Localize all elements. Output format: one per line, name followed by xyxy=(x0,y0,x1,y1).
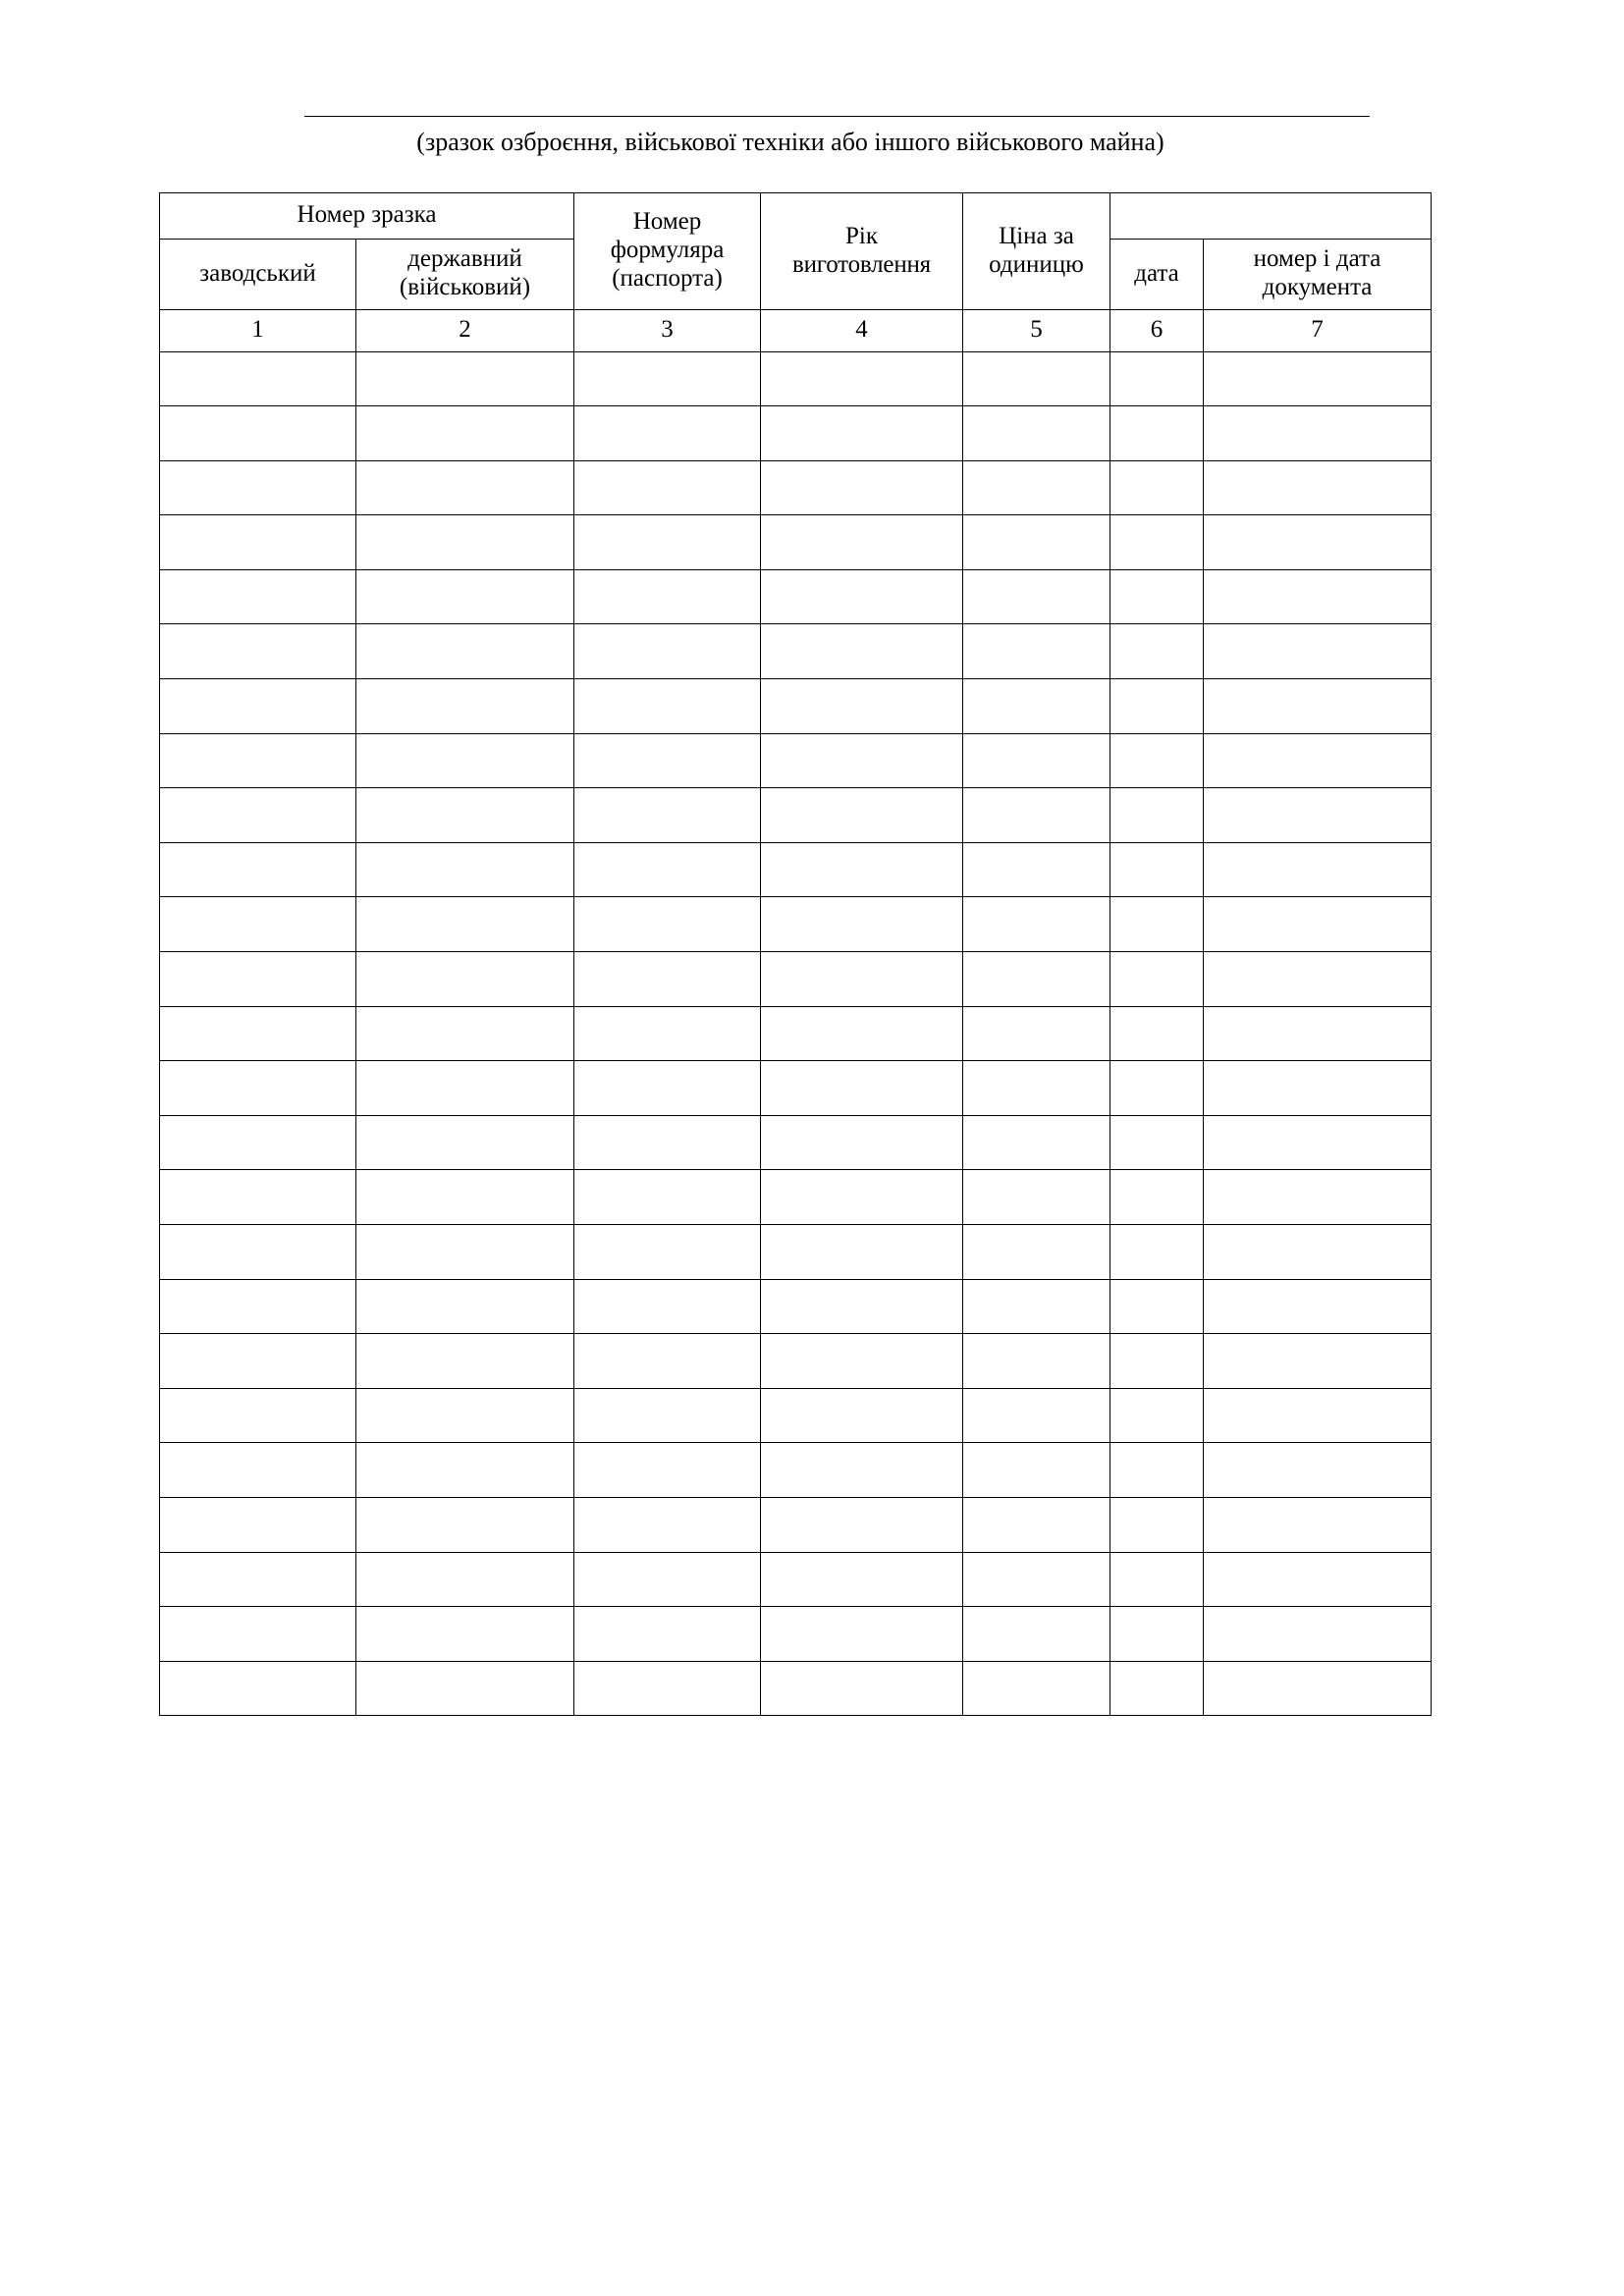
table-cell-col5[interactable] xyxy=(963,1607,1110,1662)
table-row xyxy=(160,351,1432,406)
table-cell-col5[interactable] xyxy=(963,515,1110,570)
header-form-number-line3: (паспорта) xyxy=(612,264,723,292)
table-cell-col4[interactable] xyxy=(761,1225,963,1280)
table-cell-col4[interactable] xyxy=(761,351,963,406)
document-caption: (зразок озброєння, військової техніки або іншого військового майна) xyxy=(416,128,1164,156)
table-cell-col5[interactable] xyxy=(963,624,1110,679)
table-cell-col4[interactable] xyxy=(761,1443,963,1498)
table-cell-col4[interactable] xyxy=(761,1170,963,1225)
table-cell-col6[interactable] xyxy=(1110,842,1204,897)
table-row xyxy=(160,1061,1432,1116)
table-cell-col2[interactable] xyxy=(356,1061,574,1116)
table-cell-col1[interactable] xyxy=(160,1552,356,1607)
table-cell-col6[interactable] xyxy=(1110,1552,1204,1607)
table-cell-col2[interactable] xyxy=(356,515,574,570)
table-cell-col7[interactable] xyxy=(1204,1661,1432,1716)
table-cell-col4[interactable] xyxy=(761,897,963,952)
table-cell-col2[interactable] xyxy=(356,1225,574,1280)
table-row xyxy=(160,1334,1432,1389)
table-cell-col4[interactable] xyxy=(761,1661,963,1716)
subheader-state-number xyxy=(356,239,574,309)
table-cell-col5[interactable] xyxy=(963,1443,1110,1498)
table-cell-col5[interactable] xyxy=(963,1006,1110,1061)
table-cell-col5[interactable] xyxy=(963,733,1110,788)
table-cell-col2[interactable] xyxy=(356,952,574,1007)
table-cell-col3[interactable] xyxy=(574,1552,761,1607)
table-cell-col4[interactable] xyxy=(761,460,963,515)
table-row xyxy=(160,515,1432,570)
table-cell-col4[interactable] xyxy=(761,406,963,461)
column-number-1: 1 xyxy=(160,309,356,351)
header-sample-number: Номер зразка xyxy=(160,192,574,239)
table-cell-col5[interactable] xyxy=(963,1061,1110,1116)
table-cell-col5[interactable] xyxy=(963,788,1110,843)
table-cell-col6[interactable] xyxy=(1110,1061,1204,1116)
table-row xyxy=(160,1443,1432,1498)
table-cell-col4[interactable] xyxy=(761,515,963,570)
table-cell-col6[interactable] xyxy=(1110,788,1204,843)
table-row xyxy=(160,460,1432,515)
table-row xyxy=(160,1388,1432,1443)
table-cell-col4[interactable] xyxy=(761,1061,963,1116)
table-cell-col5[interactable] xyxy=(963,569,1110,624)
table-cell-col6[interactable] xyxy=(1110,569,1204,624)
table-cell-col4[interactable] xyxy=(761,679,963,734)
table-cell-col5[interactable] xyxy=(963,842,1110,897)
table-cell-col3[interactable] xyxy=(574,1279,761,1334)
table-cell-col1[interactable] xyxy=(160,569,356,624)
table-cell-col6[interactable] xyxy=(1110,1279,1204,1334)
table-cell-col1[interactable] xyxy=(160,1497,356,1552)
header-received xyxy=(1110,192,1432,239)
table-row xyxy=(160,897,1432,952)
table-cell-col4[interactable] xyxy=(761,1115,963,1170)
table-cell-col7[interactable] xyxy=(1204,351,1432,406)
table-cell-col2[interactable] xyxy=(356,1607,574,1662)
table-cell-col3[interactable] xyxy=(574,1225,761,1280)
table-cell-col1[interactable] xyxy=(160,351,356,406)
table-row xyxy=(160,842,1432,897)
table-cell-col5[interactable] xyxy=(963,1170,1110,1225)
table-row xyxy=(160,406,1432,461)
title-blank-line xyxy=(304,116,1370,117)
subheader-received-date: дата xyxy=(1110,239,1204,309)
table-cell-col7[interactable] xyxy=(1204,515,1432,570)
table-cell-col7[interactable] xyxy=(1204,1115,1432,1170)
table-cell-col2[interactable] xyxy=(356,1006,574,1061)
table-cell-col1[interactable] xyxy=(160,515,356,570)
table-cell-col7[interactable] xyxy=(1204,679,1432,734)
table-cell-col3[interactable] xyxy=(574,1443,761,1498)
table-cell-col3[interactable] xyxy=(574,1607,761,1662)
table-cell-col2[interactable] xyxy=(356,1334,574,1389)
table-cell-col1[interactable] xyxy=(160,1115,356,1170)
table-cell-col2[interactable] xyxy=(356,1552,574,1607)
table-cell-col3[interactable] xyxy=(574,460,761,515)
table-cell-col7[interactable] xyxy=(1204,788,1432,843)
subheader-state-line2: (військовий) xyxy=(399,274,531,300)
table-cell-col2[interactable] xyxy=(356,1279,574,1334)
table-cell-col3[interactable] xyxy=(574,515,761,570)
table-cell-col6[interactable] xyxy=(1110,679,1204,734)
table-cell-col6[interactable] xyxy=(1110,1170,1204,1225)
table-cell-col2[interactable] xyxy=(356,679,574,734)
table-cell-col3[interactable] xyxy=(574,1497,761,1552)
header-year-line1: Рік xyxy=(845,222,878,249)
table-cell-col6[interactable] xyxy=(1110,515,1204,570)
table-cell-col7[interactable] xyxy=(1204,569,1432,624)
table-cell-col1[interactable] xyxy=(160,1334,356,1389)
column-number-5: 5 xyxy=(963,309,1110,351)
header-price-line1: Ціна за xyxy=(999,222,1074,249)
table-cell-col1[interactable] xyxy=(160,1006,356,1061)
table-cell-col5[interactable] xyxy=(963,679,1110,734)
table-cell-col6[interactable] xyxy=(1110,1388,1204,1443)
table-cell-col7[interactable] xyxy=(1204,1006,1432,1061)
table-cell-col3[interactable] xyxy=(574,351,761,406)
table-cell-col6[interactable] xyxy=(1110,406,1204,461)
table-cell-col2[interactable] xyxy=(356,460,574,515)
subheader-factory-number: заводський xyxy=(160,239,356,309)
table-cell-col5[interactable] xyxy=(963,1661,1110,1716)
table-cell-col6[interactable] xyxy=(1110,351,1204,406)
table-cell-col5[interactable] xyxy=(963,1552,1110,1607)
table-cell-col5[interactable] xyxy=(963,897,1110,952)
table-cell-col1[interactable] xyxy=(160,1061,356,1116)
table-head xyxy=(160,192,1432,351)
header-year-line2: виготовлення xyxy=(792,250,931,278)
table-cell-col3[interactable] xyxy=(574,897,761,952)
table-cell-col3[interactable] xyxy=(574,788,761,843)
table-column-number-row xyxy=(160,309,1432,351)
table-row xyxy=(160,1607,1432,1662)
table-row xyxy=(160,1661,1432,1716)
column-number-3: 3 xyxy=(574,309,761,351)
table-cell-col1[interactable] xyxy=(160,460,356,515)
table-cell-col4[interactable] xyxy=(761,788,963,843)
table-cell-col3[interactable] xyxy=(574,1170,761,1225)
table-cell-col7[interactable] xyxy=(1204,733,1432,788)
table-cell-col3[interactable] xyxy=(574,1115,761,1170)
document-content xyxy=(157,116,1473,1716)
table-cell-col3[interactable] xyxy=(574,952,761,1007)
table-cell-col6[interactable] xyxy=(1110,1497,1204,1552)
table-cell-col1[interactable] xyxy=(160,897,356,952)
table-cell-col6[interactable] xyxy=(1110,460,1204,515)
table-cell-col5[interactable] xyxy=(963,406,1110,461)
table-cell-col1[interactable] xyxy=(160,1607,356,1662)
table-cell-col1[interactable] xyxy=(160,679,356,734)
table-row xyxy=(160,1552,1432,1607)
table-cell-col6[interactable] xyxy=(1110,952,1204,1007)
table-row xyxy=(160,1225,1432,1280)
table-cell-col4[interactable] xyxy=(761,1334,963,1389)
table-cell-col4[interactable] xyxy=(761,952,963,1007)
table-cell-col2[interactable] xyxy=(356,788,574,843)
table-cell-col2[interactable] xyxy=(356,842,574,897)
table-cell-col2[interactable] xyxy=(356,733,574,788)
table-cell-col3[interactable] xyxy=(574,1388,761,1443)
table-cell-col7[interactable] xyxy=(1204,952,1432,1007)
table-cell-col2[interactable] xyxy=(356,406,574,461)
table-cell-col7[interactable] xyxy=(1204,1388,1432,1443)
table-cell-col7[interactable] xyxy=(1204,624,1432,679)
table-cell-col3[interactable] xyxy=(574,842,761,897)
table-cell-col5[interactable] xyxy=(963,351,1110,406)
table-cell-col6[interactable] xyxy=(1110,624,1204,679)
table-row xyxy=(160,1279,1432,1334)
table-cell-col6[interactable] xyxy=(1110,1443,1204,1498)
table-cell-col4[interactable] xyxy=(761,1388,963,1443)
header-unit-price xyxy=(963,192,1110,309)
table-row xyxy=(160,1115,1432,1170)
table-cell-col2[interactable] xyxy=(356,1115,574,1170)
subheader-document-number-date xyxy=(1204,239,1432,309)
table-cell-col5[interactable] xyxy=(963,1497,1110,1552)
table-cell-col1[interactable] xyxy=(160,1225,356,1280)
table-cell-col4[interactable] xyxy=(761,1607,963,1662)
table-cell-col1[interactable] xyxy=(160,1170,356,1225)
table-cell-col5[interactable] xyxy=(963,460,1110,515)
header-form-number-line2: формуляра xyxy=(610,237,725,264)
column-number-7: 7 xyxy=(1204,309,1432,351)
table-cell-col1[interactable] xyxy=(160,406,356,461)
table-cell-col4[interactable] xyxy=(761,733,963,788)
table-cell-col6[interactable] xyxy=(1110,1661,1204,1716)
table-row xyxy=(160,733,1432,788)
table-cell-col1[interactable] xyxy=(160,1279,356,1334)
table-cell-col3[interactable] xyxy=(574,1061,761,1116)
table-cell-col2[interactable] xyxy=(356,1170,574,1225)
table-cell-col2[interactable] xyxy=(356,624,574,679)
table-cell-col3[interactable] xyxy=(574,569,761,624)
column-number-6: 6 xyxy=(1110,309,1204,351)
table-cell-col4[interactable] xyxy=(761,1006,963,1061)
table-cell-col3[interactable] xyxy=(574,406,761,461)
table-row xyxy=(160,679,1432,734)
table-header-row-groups xyxy=(160,192,1432,239)
table-cell-col7[interactable] xyxy=(1204,1443,1432,1498)
table-cell-col7[interactable] xyxy=(1204,1552,1432,1607)
table-row xyxy=(160,624,1432,679)
table-cell-col7[interactable] xyxy=(1204,1061,1432,1116)
table-cell-col5[interactable] xyxy=(963,1334,1110,1389)
column-number-2: 2 xyxy=(356,309,574,351)
column-number-4: 4 xyxy=(761,309,963,351)
header-price-line2: одиницю xyxy=(989,250,1084,278)
table-cell-col1[interactable] xyxy=(160,1443,356,1498)
table-cell-col6[interactable] xyxy=(1110,1006,1204,1061)
table-cell-col5[interactable] xyxy=(963,1225,1110,1280)
table-cell-col7[interactable] xyxy=(1204,1334,1432,1389)
table-cell-col3[interactable] xyxy=(574,1661,761,1716)
table-cell-col5[interactable] xyxy=(963,952,1110,1007)
table-cell-col7[interactable] xyxy=(1204,1170,1432,1225)
subheader-state-line1: державний xyxy=(407,245,522,273)
table-cell-col7[interactable] xyxy=(1204,897,1432,952)
table-cell-col4[interactable] xyxy=(761,1279,963,1334)
table-cell-col7[interactable] xyxy=(1204,1497,1432,1552)
table-row xyxy=(160,1170,1432,1225)
table-cell-col1[interactable] xyxy=(160,733,356,788)
table-cell-col6[interactable] xyxy=(1110,1607,1204,1662)
table-cell-col2[interactable] xyxy=(356,1497,574,1552)
table-cell-col4[interactable] xyxy=(761,842,963,897)
table-cell-col7[interactable] xyxy=(1204,460,1432,515)
table-cell-col2[interactable] xyxy=(356,351,574,406)
table-cell-col7[interactable] xyxy=(1204,406,1432,461)
table-cell-col6[interactable] xyxy=(1110,1115,1204,1170)
subheader-doc-line1: номер і дата xyxy=(1253,245,1381,273)
table-cell-col2[interactable] xyxy=(356,569,574,624)
table-cell-col5[interactable] xyxy=(963,1115,1110,1170)
subheader-doc-line2: документа xyxy=(1262,274,1373,300)
header-year-of-manufacture xyxy=(761,192,963,309)
table-cell-col1[interactable] xyxy=(160,788,356,843)
table-cell-col4[interactable] xyxy=(761,1552,963,1607)
table-cell-col1[interactable] xyxy=(160,842,356,897)
table-row xyxy=(160,1497,1432,1552)
table-cell-col5[interactable] xyxy=(963,1279,1110,1334)
table-cell-col7[interactable] xyxy=(1204,1279,1432,1334)
table-cell-col2[interactable] xyxy=(356,1388,574,1443)
table-cell-col3[interactable] xyxy=(574,679,761,734)
table-cell-col6[interactable] xyxy=(1110,1225,1204,1280)
table-row xyxy=(160,1006,1432,1061)
table-row xyxy=(160,952,1432,1007)
table-row xyxy=(160,569,1432,624)
table-cell-col1[interactable] xyxy=(160,1661,356,1716)
table-row xyxy=(160,788,1432,843)
table-cell-col3[interactable] xyxy=(574,1334,761,1389)
equipment-register-table xyxy=(159,192,1432,1717)
table-cell-col1[interactable] xyxy=(160,624,356,679)
table-cell-col1[interactable] xyxy=(160,1388,356,1443)
table-cell-col2[interactable] xyxy=(356,1443,574,1498)
table-cell-col6[interactable] xyxy=(1110,733,1204,788)
table-cell-col4[interactable] xyxy=(761,1497,963,1552)
table-cell-col3[interactable] xyxy=(574,1006,761,1061)
table-cell-col7[interactable] xyxy=(1204,1225,1432,1280)
table-cell-col7[interactable] xyxy=(1204,842,1432,897)
table-cell-col4[interactable] xyxy=(761,569,963,624)
table-cell-col2[interactable] xyxy=(356,897,574,952)
header-form-number-line1: Номер xyxy=(632,208,702,236)
table-cell-col3[interactable] xyxy=(574,624,761,679)
table-cell-col1[interactable] xyxy=(160,952,356,1007)
header-form-number xyxy=(574,192,761,309)
table-cell-col7[interactable] xyxy=(1204,1607,1432,1662)
table-cell-col4[interactable] xyxy=(761,624,963,679)
table-cell-col3[interactable] xyxy=(574,733,761,788)
table-cell-col5[interactable] xyxy=(963,1388,1110,1443)
table-cell-col6[interactable] xyxy=(1110,897,1204,952)
table-cell-col6[interactable] xyxy=(1110,1334,1204,1389)
table-body xyxy=(160,351,1432,1716)
table-cell-col2[interactable] xyxy=(356,1661,574,1716)
